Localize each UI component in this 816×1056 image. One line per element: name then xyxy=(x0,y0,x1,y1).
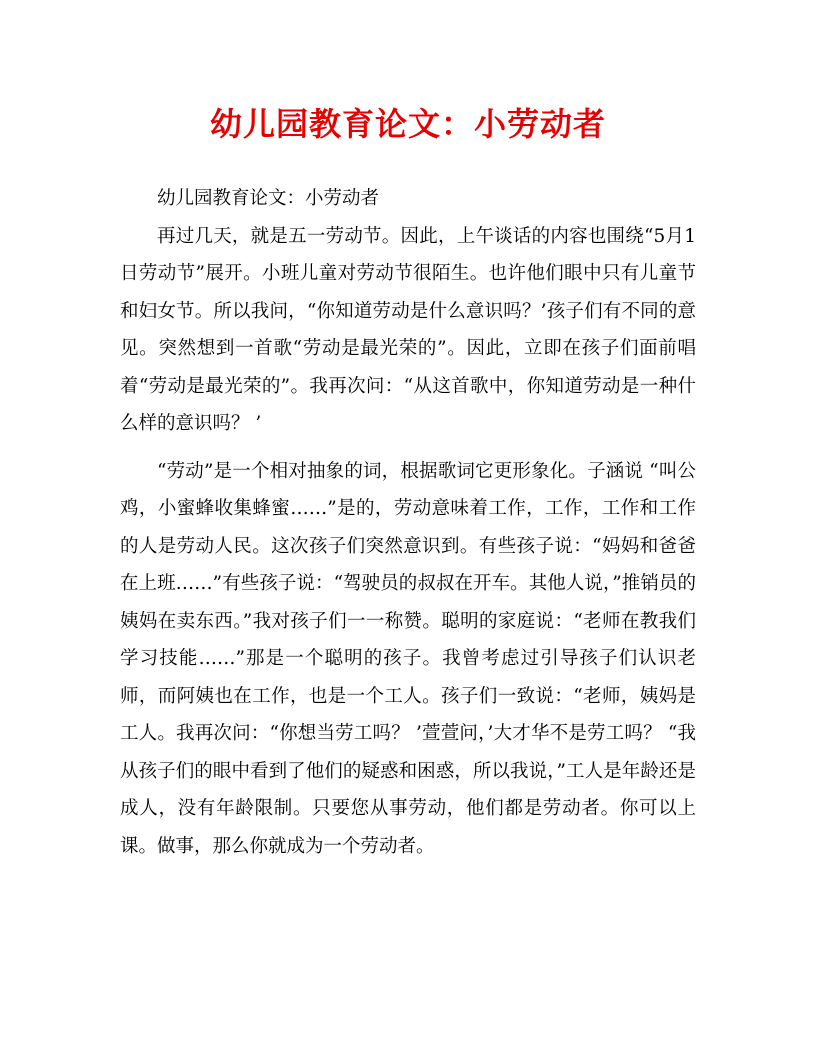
body-paragraph-2: “劳动”是一个相对抽象的词，根据歌词它更形象化。子涵说 “叫公鸡，小蜜蜂收集蜂蜜……”是的，劳动意味着工作，工作，工作和工作的人是劳动人民。这次孩子们突然意识到。有些孩子说：“妈妈和爸爸在上班……”有些孩子说：“驾驶员的叔叔在开车。其他人说，”推销员的姨妈在卖东西。”我对孩子们一一称赞。聪明的家庭说：“老师在教我们学习技能……”那是一个聪明的孩子。我曾考虑过引导孩子们认识老师，而阿姨也在工作，也是一个工人。孩子们一致说：“老师，姨妈是工人。我再次问：“你想当劳工吗？ ’萱萱问，’大才华不是劳工吗？ “我从孩子们的眼中看到了他们的疑惑和困惑，所以我说，”工人是年龄还是成人，没有年龄限制。只要您从事劳动，他们都是劳动者。你可以上课。做事，那么你就成为一个劳动者。 xyxy=(120,460,696,857)
document-title: 幼儿园教育论文：小劳动者 xyxy=(209,105,606,143)
document-body xyxy=(120,180,696,865)
subtitle-paragraph: 幼儿园教育论文：小劳动者 xyxy=(157,188,380,209)
body-paragraph-1: 再过几天，就是五一劳动节。因此，上午谈话的内容也围绕“5月1日劳动节”展开。小班儿童对劳动节很陌生。也许他们眼中只有儿童节和妇女节。所以我问，“你知道劳动是什么意识吗？’孩子们有不同的意见。突然想到一首歌“劳动是最光荣的”。因此，立即在孩子们面前唱着“劳动是最光荣的”。我再次问：“从这首歌中，你知道劳动是一种什么样的意识吗？ ’ xyxy=(120,225,696,434)
